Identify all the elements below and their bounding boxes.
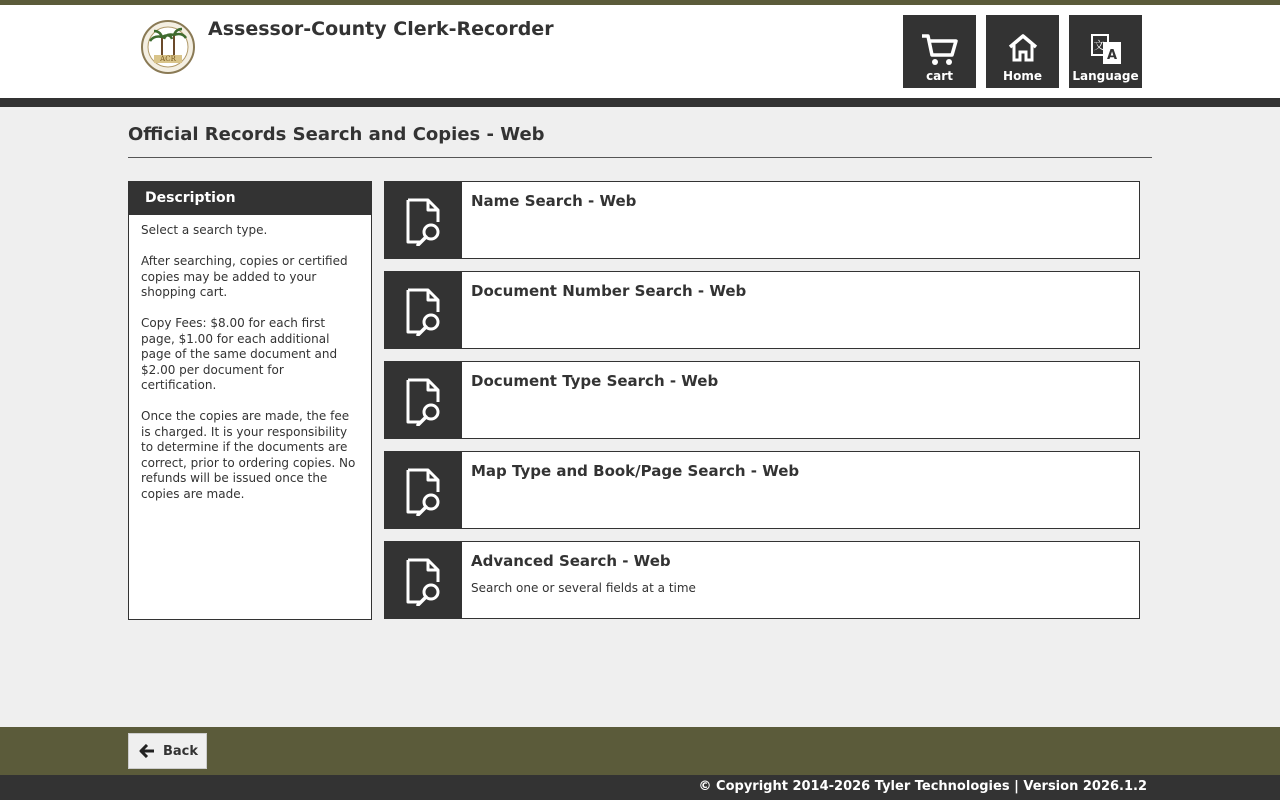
copyright-text: © Copyright 2014-2026 Tyler Technologies | Version 2026.1.2	[698, 779, 1147, 794]
document-search-icon	[385, 542, 462, 618]
svg-text:ACR: ACR	[160, 55, 176, 63]
home-icon	[1007, 33, 1039, 63]
language-icon	[1090, 33, 1122, 65]
description-heading: Description	[129, 182, 371, 215]
back-button[interactable]	[128, 733, 207, 769]
back-label: Back	[163, 743, 199, 759]
map-type-book-page-search-button[interactable]	[384, 451, 1140, 529]
language-button[interactable]	[1069, 15, 1142, 88]
site-title: Assessor-County Clerk-Recorder	[208, 18, 554, 40]
document-search-icon	[385, 272, 462, 348]
title-divider	[128, 157, 1152, 158]
search-item-title: Name Search - Web	[471, 192, 637, 210]
svg-text:A: A	[1106, 48, 1117, 63]
description-paragraph: After searching, copies or certified copies may be added to your shopping cart.	[141, 254, 348, 299]
description-paragraph: Select a search type.	[141, 223, 268, 237]
cart-label: cart	[926, 69, 953, 83]
document-search-icon	[385, 362, 462, 438]
home-button[interactable]	[986, 15, 1059, 88]
county-seal-logo[interactable]	[140, 17, 196, 77]
page-title: Official Records Search and Copies - Web	[128, 124, 545, 145]
document-type-search-button[interactable]	[384, 361, 1140, 439]
document-number-search-button[interactable]	[384, 271, 1140, 349]
description-body	[129, 215, 371, 502]
document-search-icon	[385, 182, 462, 258]
advanced-search-button[interactable]	[384, 541, 1140, 619]
cart-button[interactable]	[903, 15, 976, 88]
description-paragraph: Once the copies are made, the fee is charged. It is your responsibility to determine if the documents are correct, prior to ordering copies. No refunds will be issued once the copies are made.	[141, 409, 356, 501]
header	[0, 5, 1280, 98]
name-search-button[interactable]	[384, 181, 1140, 259]
document-search-icon	[385, 452, 462, 528]
search-item-title: Advanced Search - Web	[471, 552, 671, 570]
search-item-title: Map Type and Book/Page Search - Web	[471, 462, 800, 480]
svg-text:文: 文	[1093, 39, 1104, 52]
description-panel	[128, 181, 372, 620]
search-item-description: Search one or several fields at a time	[471, 581, 696, 595]
search-item-title: Document Type Search - Web	[471, 372, 719, 390]
home-label: Home	[1003, 69, 1042, 83]
search-item-title: Document Number Search - Web	[471, 282, 747, 300]
cart-icon	[920, 33, 960, 67]
description-paragraph: Copy Fees: $8.00 for each first page, $1.00 for each additional page of the same document and $2.00 per document for certification.	[141, 316, 338, 392]
arrow-left-icon	[139, 744, 155, 758]
language-label: Language	[1072, 69, 1139, 83]
header-divider	[0, 98, 1280, 107]
